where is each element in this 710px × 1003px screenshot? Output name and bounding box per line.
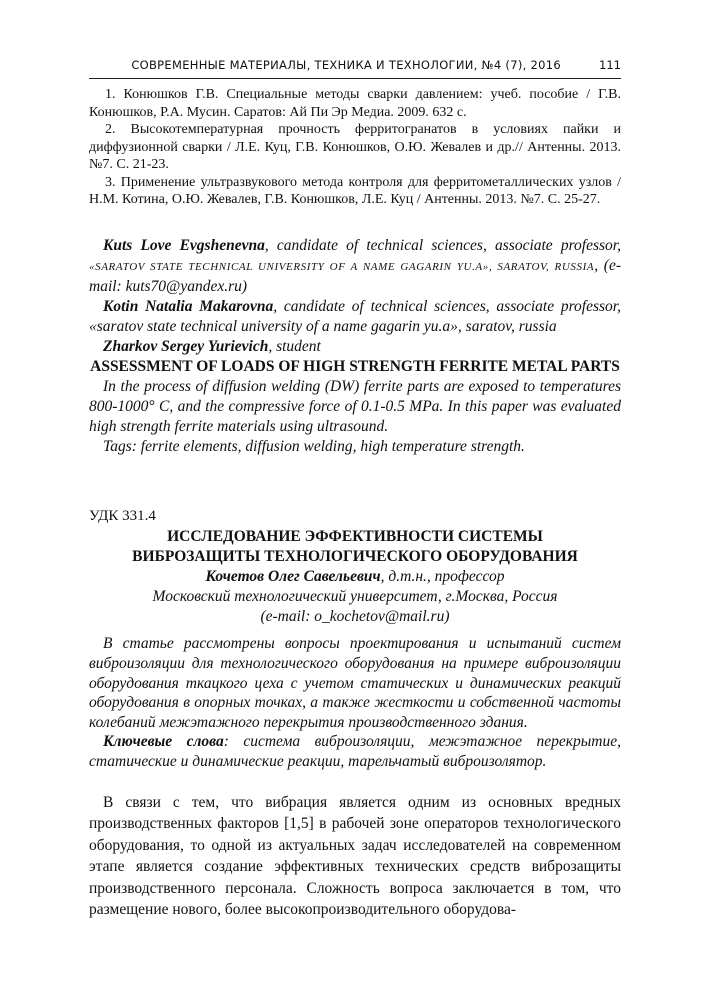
article-email: (e-mail: o_kochetov@mail.ru)	[260, 607, 450, 625]
author-role: , student	[268, 338, 321, 355]
english-tags: Tags: ferrite elements, diffusion welding, high temperature strength.	[103, 438, 525, 455]
author-role: , candidate of technical sciences, associate professor, «saratov state technical university of a name gagarin yu.a», saratov, russia	[89, 298, 621, 335]
article-author	[89, 567, 621, 587]
author-name: Kotin Natalia Makarovna	[103, 298, 274, 315]
author-email: , (e-mail: kuts70@yandex.ru)	[89, 257, 622, 295]
running-header	[89, 56, 621, 79]
reference-item: 2. Высокотемпературная прочность ферритогранатов в условиях пайки и диффузионной сварки / Л.Е. Куц, Г.В. Конюшков, О.Ю. Жевалев и др.// Антенны. 2013. №7. С. 21-23.	[89, 122, 621, 172]
article-keywords	[89, 732, 621, 771]
article-body-paragraph: В связи с тем, что вибрация является одним из основных вредных производственных факторов [1,5] в рабочей зоне операторов технологического оборудования, то одной из актуальных задач исследователей на современном этапе является создание эффективных технических средств виброзащиты производственного персонала. Сложность вопроса заключается в том, что размещение нового, более высокопроизводительного оборудова-	[89, 793, 621, 919]
journal-title: СОВРЕМЕННЫЕ МАТЕРИАЛЫ, ТЕХНИКА И ТЕХНОЛОГИИ, №4 (7), 2016	[131, 58, 561, 72]
article-affiliation: Московский технологический университет, г.Москва, Россия	[152, 587, 558, 605]
author-name: Kuts Love Evgshenevna	[103, 237, 265, 254]
udk-code: УДК 331.4	[89, 508, 156, 524]
keywords-text: : система виброизоляции, межэтажное перекрытие, статические и динамические реакции, тарельчатый виброизолятор.	[89, 733, 621, 770]
author-zharkov	[89, 337, 621, 357]
author-organization: «SARATOV STATE TECHNICAL UNIVERSITY OF A NAME GAGARIN YU.A», SARATOV, RUSSIA	[89, 261, 595, 273]
author-role: , candidate of technical sciences, associate professor,	[264, 237, 621, 254]
english-title: ASSESSMENT OF LOADS OF HIGH STRENGTH FERRITE METAL PARTS	[90, 358, 620, 375]
reference-item: 3. Применение ультразвукового метода контроля для ферритометаллических узлов / Н.М. Котина, О.Ю. Жевалев, Г.В. Конюшков, Л.Е. Куц / Антенны. 2013. №7. С. 25-27.	[89, 174, 621, 207]
author-kuts	[89, 236, 621, 297]
reference-list	[89, 86, 621, 209]
article-title-line: ВИБРОЗАЩИТЫ ТЕХНОЛОГИЧЕСКОГО ОБОРУДОВАНИЯ	[132, 548, 578, 565]
english-abstract-block	[89, 236, 621, 457]
author-role: , д.т.н., профессор	[380, 568, 505, 585]
article-abstract: В статье рассмотрены вопросы проектирования и испытаний систем виброизоляции для технологического оборудования на примере виброизоляции оборудования ткацкого цеха с учетом статических и динамических реакций оборудования в опорных точках, а также жесткости и собственной частоты колебаний межэтажного перекрытия производственного здания.	[89, 635, 621, 731]
article-title-line: ИССЛЕДОВАНИЕ ЭФФЕКТИВНОСТИ СИСТЕМЫ	[167, 528, 543, 545]
reference-item: 1. Конюшков Г.В. Специальные методы сварки давлением: учеб. пособие / Г.В. Конюшков, Р.А. Мусин. Саратов: Ай Пи Эр Медиа. 2009. 632 с.	[89, 87, 621, 120]
author-name: Кочетов Олег Савельевич	[205, 568, 381, 585]
author-name: Zharkov Sergey Yurievich	[103, 338, 269, 355]
author-kotin	[89, 297, 621, 337]
keywords-label: Ключевые слова	[103, 733, 224, 751]
russian-article-block	[89, 527, 621, 921]
english-abstract: In the process of diffusion welding (DW) ferrite parts are exposed to temperatures 800-1000° C, and the compressive force of 0.1-0.5 MPa. In this paper was evaluated high strength ferrite materials using ultrasound.	[89, 378, 621, 435]
page-number: 111	[599, 58, 621, 72]
